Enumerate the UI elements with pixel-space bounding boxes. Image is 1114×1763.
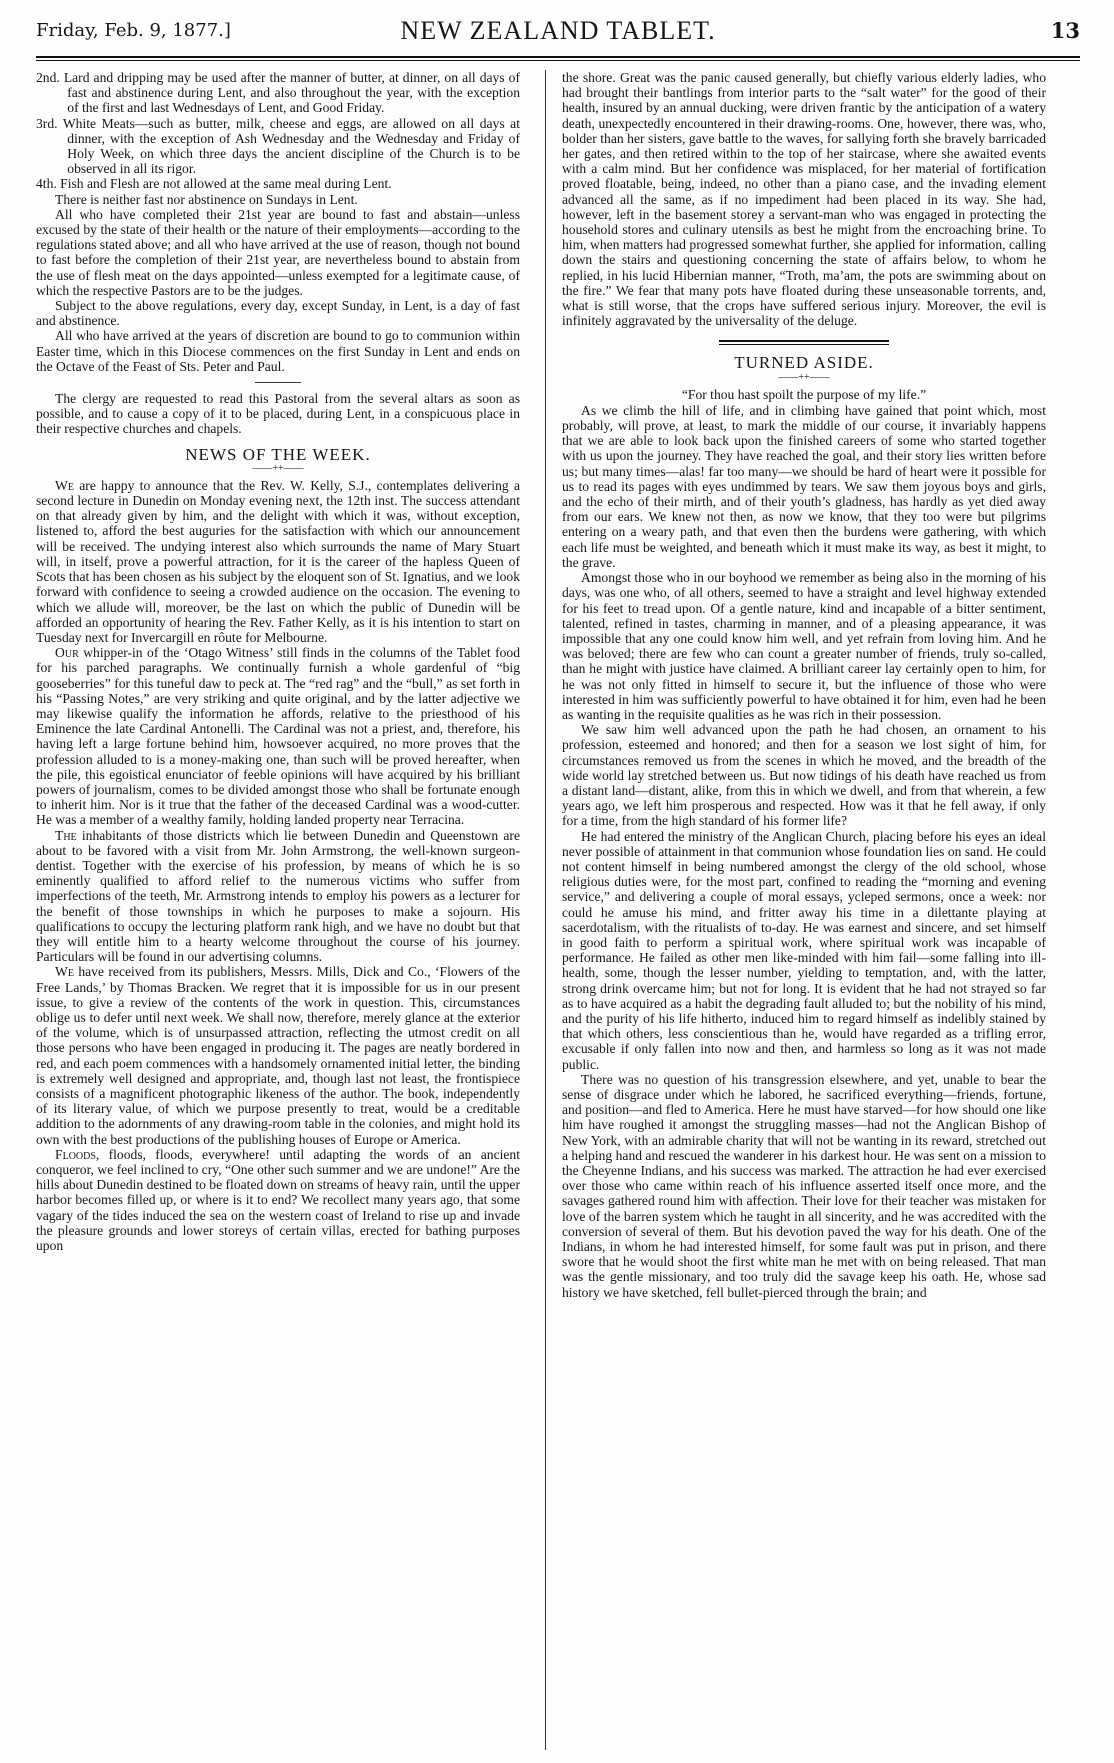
article-heading: TURNED ASIDE.: [734, 353, 874, 373]
article-paragraph: He had entered the ministry of the Anglican Church, placing before his eyes an ideal never possible of attainment in that communion whose foundation lies on sand. He could not content himself in being numbered amongst the clergy of the old school, whose religious duties were, for the most part, confined to reading the “morning and evening service,” and delivering a couple of moral essays, ycleped sermons, once a week: nor could he amuse his mind, and fritter away his time in a dilettante playing at sacerdotalism, with the ritualists of to-day. He was earnest and sincere, and set himself in good faith to perform a spiritual work, where spiritual work was incapable of performance. He failed as other men like-minded with him fail—some falling into ill-health, some, though the lesser number, yielding to temptation, and, with the latter, strong drink overcame him; but not for long. It is evident that he had not strayed so far as to have acquired as a habit the degrading fault alluded to; but the nobility of his mind, and the purity of his life hitherto, induced him to regard himself as indelibly stained by that which others, less conscientious than he, would have regarded as a trifling error, excusable if only fallen into now and then, and harmless so long as it was not made public.: [562, 828, 1046, 1072]
article-paragraph: There was no question of his transgression elsewhere, and yet, unable to bear the sense of disgrace under which he labored, he sacrificed everything—friends, fortune, and position—and fled to America. Here he must have starved—for how should one like him have roughed it amongst the struggling masses—had not the Anglican Bishop of New York, with an admirable charity that will not be wanting in its reward, stretched out a helping hand and rescued the wanderer in his darkest hour. He was sent on a mission to the Cheyenne Indians, and his success was marked. The attraction he had ever exercised over those who came within reach of his influence asserted itself once more, and the savages gathered round him with affection. Their love for their teacher was mistaken for love of the barren system which he taught in all sincerity, and he was accredited with the conversion of several of them. But his devotion paved the way for his death. One of the Indians, in whom he had interested himself, for some fault was put in prison, and there swore that he would shoot the first white man he met with on being released. That man was the gentle missionary, and too truly did the savage keep his oath. He, whose sad history we have sketched, fell bullet-pierced through the brain; and: [562, 1071, 1046, 1300]
column-divider: [545, 70, 546, 1750]
page-number: 13: [1050, 18, 1080, 43]
flood-story-continued: the shore. Great was the panic caused generally, but chiefly various elderly ladies, who had brought their bantlings from interior parts to the “salt water” for the good of their health, insured by an annual ducking, were driven frantic by the anticipation of a watery death, unexpectedly encountered in their drawing-rooms. One, however, there was, who, bolder than her sisters, gave battle to the waves, for sallying forth she bravely barricaded her gates, and then retired within to the top of her staircase, where she awaited events with a calm mind. But her confidence was misplaced, for her material of fortification proved floatable, being, indeed, no other than a piano case, and the invading element advanced all the same, as if no impediment had been placed in its way. She had, however, left in the basement storey a servant-man who was engaged in protecting the household stores and culinary utensils as best he might from the encroaching brine. To him, when matters had progressed somewhat further, she applied for information, calling down the stairs and questioning concerning the state of affairs below, to whom he replied, in his lucid Hibernian manner, “Troth, ma’am, the pots are swimming about on the fire.” We fear that many pots have floated during these unseasonable torrents, and, what is still worse, that the crops have suffered serious injury. Moreover, the evil is infinitely aggravated by the universality of the deluge.: [562, 70, 1046, 329]
article-paragraph: Amongst those who in our boyhood we remember as being also in the morning of his days, was one who, of all others, seemed to have a straight and level highway extended for his feet to tread upon. Of a gentle nature, kind and incapable of a bitter sentiment, talented, refined in tastes, charming in manner, and of a pleasing appearance, it was impossible that any one could know him well, and yet refrain from loving him. And he was beloved; there are few who can count a greater number of friends, truly so-called, than he might with justice have claimed. A brilliant career lay certainly open to him, for he was not only fitted in himself to secure it, but the influence of those who were interested in him was sufficiently powerful to have obtained it for him, even had he been as wanting in the requisite qualities as he was rich in their possession.: [562, 570, 1046, 722]
masthead-rule: [36, 56, 1080, 61]
pastoral-paragraph: All who have completed their 21st year are bound to fast and abstain—unless excused by the state of their health or the nature of their employments—according to the regulations stated above; and all who have arrived at the use of reason, though not bound to fast before the completion of their 21st year, are nevertheless bound to abstain from the use of flesh meat on the days appointed—unless exempted for a legitimate cause, of which the respective Pastors are to be the judges.: [36, 206, 520, 298]
rule-2nd: 2nd. Lard and dripping may be used after the manner of butter, at dinner, on all days of fast and abstinence during Lent, and also throughout the year, with the exception of the first and last Wednesdays of Lent, and Good Friday.: [36, 70, 520, 116]
article-paragraph: We saw him well advanced upon the path he had chosen, an ornament to his profession, esteemed and honored; and then for a season we lost sight of him, for circumstances removed us from the scenes in which he moved, and the breadth of the wide world lay stretched between us. But now tidings of his death have reached us from a distant land—distant, alike, from this in which we dwell, and from that wherein, a few years ago, we left him prosperous and respected. How was it that he fell away, if only for a time, from the high standard of his former life?: [562, 722, 1046, 829]
pastoral-paragraph: There is neither fast nor abstinence on Sundays in Lent.: [55, 191, 358, 207]
heading-ornament: ——++——: [778, 371, 830, 383]
rule-4th: 4th. Fish and Flesh are not allowed at the same meal during Lent.: [36, 176, 392, 192]
news-heading: NEWS OF THE WEEK.: [185, 444, 371, 464]
right-column: [562, 70, 1046, 1750]
news-item: The inhabitants of those districts which lie between Dunedin and Queenstown are about to be favored with a visit from Mr. John Armstrong, the well-known surgeon-dentist. Together with the exercise of his profession, by means of which he is so eminently qualified to afford relief to the numerous victims who suffer from imperfections of the teeth, Mr. Armstrong intends to employ his powers as a lecturer for the benefit of those townships in which he purposes to make a sojourn. His qualifications to occupy the lecturing platform rank high, and we have no doubt but that they will entitle him to a hearty welcome throughout the course of his journey. Particulars will be found in our advertising columns.: [36, 827, 520, 965]
news-item: We have received from its publishers, Messrs. Mills, Dick and Co., ‘Flowers of the Free Lands,’ by Thomas Bracken. We regret that it is impossible for us in our present issue, to give a review of the contents of the work in question. This, circumstances oblige us to defer until next week. We shall now, therefore, merely glance at the exterior of the volume, which is of unsurpassed attraction, reflecting the utmost credit on all those persons who have been engaged in producing it. The pages are neatly bordered in red, and each poem commences with a handsomely ornamented initial letter, the binding is extremely well designed and appropriate, and, though last not least, the frontispiece consists of a magnificent photographic likeness of the author. The book, independently of its literary value, of which we purpose presently to treat, would be a creditable addition to the adornments of any drawing-room table in the colonies, and might hold its own with the best productions of the publishing houses of Europe or America.: [36, 964, 520, 1147]
epigraph: “For thou hast spoilt the purpose of my life.”: [681, 386, 927, 402]
clergy-note: The clergy are requested to read this Pastoral from the several altars as soon as possible, and to cause a copy of it to be placed, during Lent, in a conspicuous place in their respective churches and chapels.: [36, 391, 520, 437]
rule-3rd: 3rd. White Meats—such as butter, milk, cheese and eggs, are allowed on all days at dinner, with the exception of Ash Wednesday and the Wednesday and Friday of Holy Week, on which three days the ancient discipline of the Church is to be observed in all its rigor.: [36, 115, 520, 177]
pastoral-paragraph: All who have arrived at the years of discretion are bound to go to communion within Easter time, which in this Diocese commences on the first Sunday in Lent and ends on the Octave of the Feast of Sts. Peter and Paul.: [36, 328, 520, 374]
article-separator: [719, 340, 889, 345]
masthead: [36, 12, 1080, 52]
pastoral-paragraph: Subject to the above regulations, every day, except Sunday, in Lent, is a day of fast and abstinence.: [36, 298, 520, 329]
heading-ornament: ——++——: [252, 462, 304, 474]
newspaper-title: NEW ZEALAND TABLET.: [400, 16, 716, 45]
issue-date: Friday, Feb. 9, 1877.]: [36, 20, 231, 41]
news-item: Our whipper-in of the ‘Otago Witness’ still finds in the columns of the Tablet food for his parched paragraphs. We continually furnish a whole gardenful of “big gooseberries” for this tuneful daw to peck at. The “red rag” and the “bull,” as set forth in his “Passing Notes,” are very striking and quite original, and by the latter adjective we may likewise qualify the information he affords, relative to the priesthood of his Eminence the late Cardinal Antonelli. The Cardinal was not a priest, and, therefore, his having left a large fortune behind him, howsoever acquired, no more proves that the profession alluded to is a money-making one, than such will be proved hereafter, when the pile, this egoistical enunciator of feeble opinions will have acquired by his brilliant powers of journalism, comes to be divided amongst those who shall be fortunate enough to inherit him. Nor is it true that the father of the deceased Cardinal was a wood-cutter. He was a member of a wealthy family, holding landed property near Terracina.: [36, 645, 520, 828]
article-paragraph: As we climb the hill of life, and in climbing have gained that point which, most probably, will prove, at least, to mark the middle of our course, it invariably happens that we are able to look back upon the finished careers of some who started together with us upon the journey. They have reached the goal, and their story lies written before us; but many times—alas! far too many—we should be hard of heart were it possible for us to read its pages with eyes undimmed by tears. We saw them joyous boys and girls, and the echo of their mirth, and of their youth’s gladness, has hardly as yet died away from our ears. We knew not then, as now we know, that they too were but pilgrims entering on a weary path, and that even then the burdens were gathering, with which each life must be weighted, and beneath which it must make its way, as best it might, to the grave.: [562, 402, 1046, 570]
section-rule: [255, 382, 301, 383]
news-item: Floods, floods, floods, everywhere! until adapting the words of an ancient conqueror, we feel inclined to cry, “One other such summer and we are undone!” Are the hills about Dunedin destined to be floated down on streams of heavy rain, until the upper harbor becomes filled up, or where is it to end? We recollect many years ago, that some vagary of the tides induced the sea on the western coast of Ireland to rise up and invade the pleasure grounds and lower storeys of certain villas, erected for bathing purposes upon: [36, 1146, 520, 1254]
news-item: We are happy to announce that the Rev. W. Kelly, S.J., contemplates delivering a second lecture in Dunedin on Monday evening next, the 12th inst. The success attendant on that already given by him, and the delight with which it was, without exception, listened to, afford the best auguries for the satisfaction with which our announcement will be received. The undying interest also which surrounds the name of Mary Stuart will, in itself, prove a powerful attraction, for it is the career of the hapless Queen of Scots that has been chosen as his subject by the eloquent son of St. Ignatius, and we look forward with confidence to seeing a crowded audience on the occasion. The evening to which we allude will, moreover, be the last on which the public of Dunedin will be afforded an opportunity of hearing the Rev. Father Kelly, as it is his intention to start on Tuesday next for Invercargill en rôute for Melbourne.: [36, 477, 520, 645]
left-column: [36, 70, 520, 1750]
